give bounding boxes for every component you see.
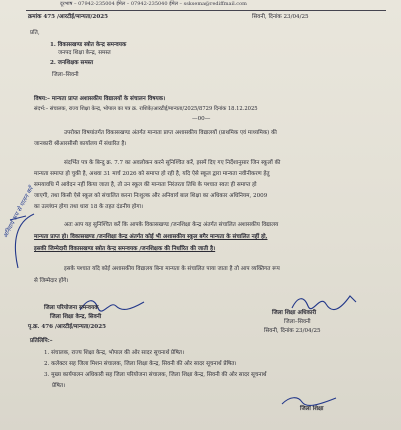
addressee-2: 2. जनशिक्षक समस्त	[50, 60, 94, 66]
reference-line: संदर्भ:– संचालक, राज्य शिक्षा केन्द्र, भोपाल का पत्र क्र. राशिके/आरटीई/मान्यता/2025/8729 दिनांक 18.12.2025	[34, 106, 258, 112]
endorsement-number: पृ.क्र. 476 /आरटीई/मान्यता/2025	[28, 324, 106, 330]
addressee-3: जिला–सिवनी	[52, 72, 79, 78]
para-line-11: इसके पश्चात यदि कोई अशासकीय विद्यालय बिना मान्यता के संचालित पाया जाता है तो आप व्यक्तिगत रूप	[64, 266, 280, 272]
para-line-2: जानकारी श्रीआरसीसी कार्यालय में संधारित है।	[34, 141, 127, 147]
sig-left-office: जिला शिक्षा केन्द्र, सिवनी	[50, 314, 102, 320]
copy-item-3: 3. मुख्य कार्यपालन अधिकारी सह जिला परियोजना संचालक, जिला शिक्षा केन्द्र, सिवनी की ओर सादर सूचनार्थ	[44, 372, 267, 378]
para-line-12: से जिम्मेदार होंगे।	[34, 278, 69, 284]
sig-right-date: सिवनी, दिनांक 23/04/25	[264, 328, 321, 334]
signature-bottom-icon	[280, 394, 340, 408]
para-line-1: उपरोक्त विषयांतर्गत विकासखण्ड अंतर्गत मान्यता प्राप्त अशासकीय विद्यालयों (प्राथमिक एवं माध्यमिक) की	[64, 130, 277, 136]
subject-line: विषय:– मान्यता प्राप्त अशासकीय विद्यालयों के संचालन विषयक।	[34, 96, 166, 102]
para-line-5: समयावधि में आवेदन नहीं किया जाता है, तो उन स्कूल की मान्यता निरंतरता तिथि के पश्चात स्वतः ही समाप्त हो	[34, 182, 257, 188]
copy-item-1: 1. संचालक, राज्य शिक्षा केन्द्र, भोपाल की ओर सादर सूचनार्थ प्रेषित।	[44, 350, 185, 356]
reference-number: क्रमांक 475 /आरटीई/मान्यता/2025	[28, 14, 108, 20]
sig-right-title: जिला शिक्षा अधिकारी	[272, 310, 317, 316]
place-date: सिवनी, दिनांक 23/04/25	[252, 14, 309, 20]
para-line-8: अतः आप यह सुनिश्चित करें कि आपके विकासखण्ड /जनशिक्षा केन्द्र अंतर्गत संचालित अशासकीय विद्यालय	[64, 222, 279, 228]
header-divider	[26, 10, 386, 11]
para-line-6: जाएगी, तथा किसी ऐसे स्कूल को संचालित करना निःशुल्क और अनिवार्य बाल शिक्षा का अधिकार अधिनियम, 2009	[34, 193, 268, 199]
copy-item-2: 2. कलेक्टर सह जिला मिशन संचालक, जिला शिक्षा केन्द्र, सिवनी की ओर सादर सूचनार्थ प्रेषित।	[44, 361, 237, 367]
prati-label: प्रति,	[30, 30, 40, 36]
addressee-1: 1. विकासखण्ड स्त्रोत केन्द्र समन्वयक	[50, 42, 127, 48]
addressee-1b: जनपद शिक्षा केन्द्र, समस्त	[58, 50, 111, 56]
contact-line: दूरभाष – 07942-235004 ईमेल – 07942-235040 ईमेल – ssksema@rediffmail.com	[60, 1, 247, 7]
para-line-3: संदर्भित पत्र के बिन्दु क्र. 7.7 का अवलोकन करने सुनिश्चित करें, इसमें दिए गए निर्देशानुसार जिन स्कूलों की	[64, 160, 281, 166]
copy-heading: प्रतिलिपि:–	[30, 338, 53, 344]
para-line-4: मान्यता समाप्त हो चुकी है, अथवा 31 मार्च 2026 को समाप्त हो रही है, यदि ऐसे स्कूल द्वारा मान्यता नवीनीकरण हेतु	[34, 171, 270, 177]
para-line-10: इसकी जिम्मेदारी विकासखण्ड स्त्रोत केन्द्र समन्वयक /जनशिक्षक की निर्धारित की जाती है।	[34, 246, 216, 252]
divider-mark: —00—	[192, 116, 211, 122]
margin-bracket-icon	[4, 212, 44, 272]
sig-right-office: जिला–सिवनी	[284, 319, 311, 325]
bottom-sig-label: जिला शिक्षा	[300, 406, 324, 412]
para-line-7: का उल्लंघन होगा तथा धारा 18 के तहत दंडनीय होगा।	[34, 204, 144, 210]
para-line-9: मान्यता प्राप्त हो। विकासखण्ड /जनशिक्षा केन्द्र अंतर्गत कोई भी अशासकीय स्कूल बगैर मान्यता के संचालित नहीं हो,	[34, 234, 268, 240]
sig-left-title: जिला परियोजना समन्वयक	[44, 305, 99, 311]
copy-item-3b: प्रेषित।	[52, 383, 66, 389]
margin-note: अनिवार्य रूप से पालन करें	[2, 185, 35, 240]
